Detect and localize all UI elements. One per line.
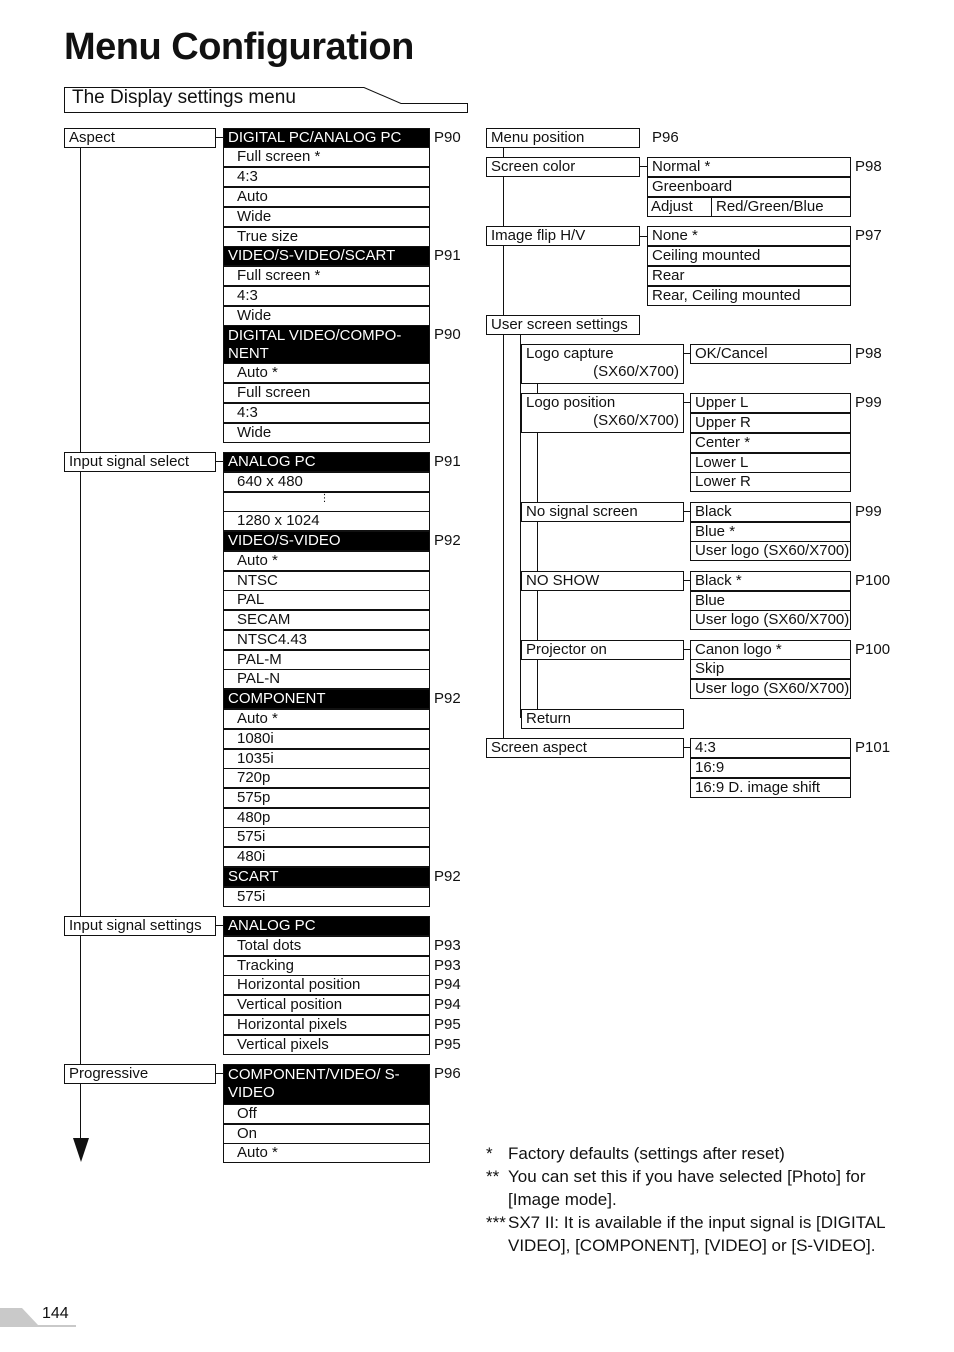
- option-item[interactable]: Full screen *: [223, 266, 430, 286]
- option-item[interactable]: Center *: [690, 433, 851, 453]
- page-number: 144: [42, 1305, 69, 1322]
- page-reference: P92: [434, 690, 461, 707]
- group-header: ANALOG PC: [223, 452, 430, 472]
- option-item[interactable]: Tracking: [223, 956, 430, 976]
- option-item[interactable]: User logo (SX60/X700): [690, 679, 851, 699]
- option-item[interactable]: Black: [690, 502, 851, 522]
- menu-item-progressive[interactable]: Progressive: [64, 1064, 216, 1084]
- group-header: SCART: [223, 867, 430, 887]
- option-item[interactable]: 16:9 D. image shift: [690, 778, 851, 798]
- footnote-mark: ***: [486, 1213, 506, 1232]
- option-item[interactable]: Auto *: [223, 1143, 430, 1163]
- option-item[interactable]: 4:3: [690, 738, 851, 758]
- submenu-no-show[interactable]: NO SHOW: [521, 571, 684, 591]
- option-item[interactable]: Full screen: [223, 383, 430, 403]
- option-item[interactable]: 1080i: [223, 729, 430, 749]
- connector: [215, 925, 223, 926]
- option-item[interactable]: PAL: [223, 590, 430, 610]
- menu-item-aspect[interactable]: Aspect: [64, 128, 216, 148]
- option-item[interactable]: Blue *: [690, 522, 851, 542]
- group-header: DIGITAL PC/ANALOG PC: [223, 128, 430, 148]
- option-item[interactable]: Rear: [647, 266, 851, 286]
- page-reference: P94: [434, 996, 461, 1013]
- submenu-label: Logo capture: [526, 345, 614, 362]
- page-reference: P94: [434, 976, 461, 993]
- menu-item-menu-position[interactable]: Menu position: [486, 128, 640, 148]
- connector: [215, 1073, 223, 1074]
- return-button[interactable]: Return: [521, 709, 684, 729]
- page-reference: P93: [434, 937, 461, 954]
- option-item[interactable]: Lower L: [690, 453, 851, 473]
- page-reference: P99: [855, 503, 882, 520]
- left-tree-line: [80, 147, 81, 1139]
- option-item[interactable]: 4:3: [223, 286, 430, 306]
- option-item[interactable]: Ceiling mounted: [647, 246, 851, 266]
- option-item[interactable]: SECAM: [223, 610, 430, 630]
- page-reference: P95: [434, 1016, 461, 1033]
- page-reference: P101: [855, 739, 891, 756]
- option-item[interactable]: Auto *: [223, 551, 430, 571]
- option-item[interactable]: 480i: [223, 847, 430, 867]
- option-item[interactable]: PAL-N: [223, 669, 430, 689]
- adjust-value[interactable]: Red/Green/Blue: [711, 197, 851, 217]
- page-reference: P98: [855, 345, 882, 362]
- footnote: [486, 1165, 896, 1211]
- footnotes: [486, 1142, 896, 1257]
- footnote-mark: **: [486, 1167, 500, 1186]
- down-arrow-icon: [73, 1138, 89, 1162]
- option-item[interactable]: NTSC4.43: [223, 630, 430, 650]
- footnote-mark: *: [486, 1144, 493, 1163]
- page-reference: P91: [434, 453, 461, 470]
- page-reference: P96: [434, 1065, 461, 1082]
- option-item[interactable]: Upper R: [690, 413, 851, 433]
- option-item[interactable]: Auto: [223, 187, 430, 207]
- section-tab: [64, 86, 468, 114]
- option-item[interactable]: Skip: [690, 659, 851, 679]
- menu-item-input-signal-settings[interactable]: Input signal settings: [64, 916, 216, 936]
- footnote: [486, 1142, 896, 1165]
- option-item[interactable]: NTSC: [223, 571, 430, 591]
- group-header: DIGITAL VIDEO/COMPO-NENT: [223, 325, 430, 364]
- page-reference: P92: [434, 868, 461, 885]
- page-reference: P100: [855, 572, 891, 589]
- ellipsis-icon: ⋮: [223, 492, 430, 512]
- page-reference: P99: [855, 394, 882, 411]
- option-item[interactable]: 16:9: [690, 758, 851, 778]
- menu-item-input-signal-select[interactable]: Input signal select: [64, 452, 216, 472]
- option-item[interactable]: Greenboard: [647, 177, 851, 197]
- option-item[interactable]: Canon logo *: [690, 640, 851, 660]
- option-item[interactable]: 480p: [223, 808, 430, 828]
- section-title: The Display settings menu: [72, 87, 296, 108]
- option-item[interactable]: 575p: [223, 788, 430, 808]
- menu-item-screen-aspect[interactable]: Screen aspect: [486, 738, 684, 758]
- group-header: VIDEO/S-VIDEO/SCART: [223, 246, 430, 266]
- option-item[interactable]: Lower R: [690, 472, 851, 492]
- option-item[interactable]: 4:3: [223, 167, 430, 187]
- group-header: VIDEO/S-VIDEO: [223, 531, 430, 551]
- submenu-no-signal-screen[interactable]: No signal screen: [521, 502, 684, 522]
- option-item[interactable]: Wide: [223, 306, 430, 326]
- option-item[interactable]: 1280 x 1024: [223, 511, 430, 531]
- option-item[interactable]: PAL-M: [223, 650, 430, 670]
- submenu-model-note: (SX60/X700): [593, 363, 679, 380]
- footnote-text: Factory defaults (settings after reset): [508, 1144, 785, 1163]
- option-item[interactable]: User logo (SX60/X700): [690, 610, 851, 630]
- option-item[interactable]: Wide: [223, 423, 430, 443]
- footnote-text: You can set this if you have selected [Photo] for [Image mode].: [508, 1167, 866, 1209]
- option-item[interactable]: Off: [223, 1104, 430, 1124]
- option-item[interactable]: Vertical pixels: [223, 1035, 430, 1055]
- option-item[interactable]: Blue: [690, 591, 851, 611]
- page-reference: P95: [434, 1036, 461, 1053]
- submenu-logo-position[interactable]: [521, 393, 684, 433]
- group-header: ANALOG PC: [223, 916, 430, 936]
- option-item[interactable]: Black *: [690, 571, 851, 591]
- option-item[interactable]: Wide: [223, 207, 430, 227]
- page-reference: P98: [855, 158, 882, 175]
- page-number-tab: [0, 1304, 76, 1328]
- option-item[interactable]: OK/Cancel: [690, 344, 851, 364]
- option-item[interactable]: None *: [647, 226, 851, 246]
- group-header: COMPONENT/VIDEO/ S-VIDEO: [223, 1064, 430, 1105]
- option-item[interactable]: True size: [223, 227, 430, 247]
- connector: [215, 137, 223, 138]
- submenu-model-note: (SX60/X700): [593, 412, 679, 429]
- option-item[interactable]: Vertical position: [223, 995, 430, 1015]
- option-item[interactable]: 640 x 480: [223, 472, 430, 492]
- option-item[interactable]: Full screen *: [223, 147, 430, 167]
- footnote-text: SX7 II: It is available if the input signal is [DIGITAL VIDEO], [COMPONENT], [VIDEO] or [S-VIDEO].: [508, 1213, 886, 1255]
- option-item[interactable]: 4:3: [223, 403, 430, 423]
- submenu-label: Logo position: [526, 394, 616, 411]
- page-reference: P97: [855, 227, 882, 244]
- option-item[interactable]: Horizontal position: [223, 975, 430, 995]
- page-reference: P90: [434, 129, 461, 146]
- page-title: Menu Configuration: [64, 26, 414, 68]
- page-reference: P92: [434, 532, 461, 549]
- option-item[interactable]: Upper L: [690, 393, 851, 413]
- footnote: [486, 1211, 896, 1257]
- adjust-label[interactable]: Adjust: [651, 198, 693, 215]
- page-reference: P100: [855, 641, 891, 658]
- group-header: COMPONENT: [223, 689, 430, 709]
- option-item[interactable]: 720p: [223, 768, 430, 788]
- menu-item-image-flip[interactable]: Image flip H/V: [486, 226, 640, 246]
- option-item[interactable]: On: [223, 1124, 430, 1144]
- option-item[interactable]: 575i: [223, 887, 430, 907]
- option-item[interactable]: Normal *: [647, 157, 851, 177]
- option-item[interactable]: Rear, Ceiling mounted: [647, 286, 851, 306]
- menu-item-screen-color[interactable]: Screen color: [486, 157, 640, 177]
- option-item[interactable]: Auto *: [223, 709, 430, 729]
- page-reference: P90: [434, 326, 461, 343]
- sub-tree-line: [537, 432, 538, 511]
- page-reference: P96: [652, 129, 679, 146]
- option-item[interactable]: Total dots: [223, 936, 430, 956]
- option-item[interactable]: 1035i: [223, 749, 430, 769]
- page-reference: P91: [434, 247, 461, 264]
- page-reference: P93: [434, 957, 461, 974]
- connector: [215, 461, 223, 462]
- submenu-projector-on[interactable]: Projector on: [521, 640, 684, 660]
- submenu-logo-capture[interactable]: [521, 344, 684, 384]
- option-item[interactable]: 575i: [223, 827, 430, 847]
- option-item[interactable]: Horizontal pixels: [223, 1015, 430, 1035]
- menu-item-user-screen-settings[interactable]: User screen settings: [486, 315, 640, 335]
- option-item[interactable]: User logo (SX60/X700): [690, 541, 851, 561]
- user-screen-tree-line: [520, 334, 521, 718]
- option-item[interactable]: Auto *: [223, 363, 430, 383]
